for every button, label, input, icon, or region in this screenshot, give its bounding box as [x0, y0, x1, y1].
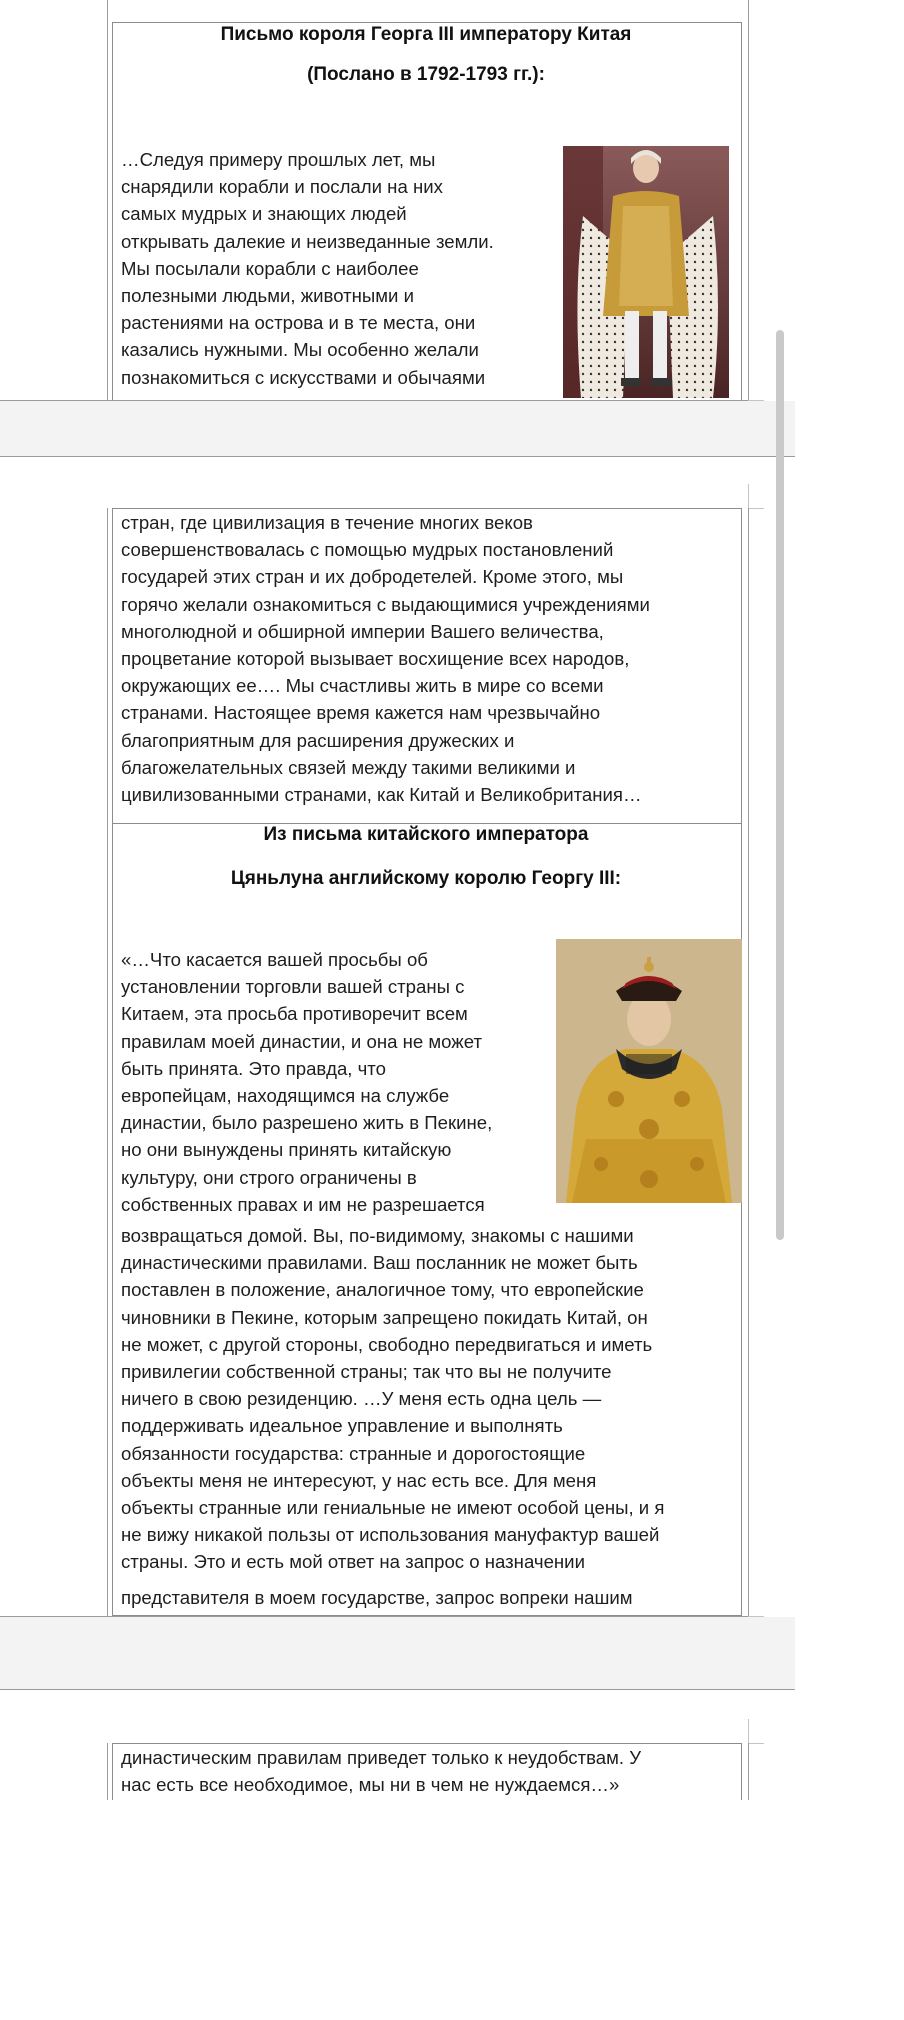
qianlong-portrait: [556, 939, 742, 1203]
page2-crop-mark-h: [748, 508, 764, 509]
letter2-text-part3: представителя в моем государстве, запрос вопреки нашим: [121, 1587, 633, 1608]
letter1-text-part1: …Следуя примеру прошлых лет, мы снарядили корабли и послали на них самых мудрых и знающих людей открывать далекие и неизведанные земли. Мы посылали корабли с наиболее полезными людьми, животными и растениями на острова и в те места, они казались нужными. Мы особенно желали познакомиться с искусствами и обычаями: [121, 149, 494, 388]
page3-top-line: [0, 1689, 795, 1690]
page2-left-border: [107, 508, 108, 1616]
page2-right-border: [748, 508, 749, 1616]
page-gap-1: [0, 401, 795, 456]
vertical-scrollbar-thumb[interactable]: [776, 330, 784, 1240]
page-gap-2: [0, 1617, 795, 1689]
page3-left-border: [107, 1743, 108, 1800]
page2-crop-mark-v: [748, 484, 749, 510]
page1-right-border: [748, 0, 749, 400]
letter2-title: Из письма китайского императора: [263, 824, 589, 845]
page3-crop-mark-v: [748, 1719, 749, 1745]
page3-right-border: [748, 1743, 749, 1800]
letter1-text-part2: стран, где цивилизация в течение многих веков совершенствовалась с помощью мудрых постановлений государей этих стран и их добродетелей. Кроме этого, мы горячо желали ознакомиться с выдающимися учреждениями многолюдной и обширной империи Вашего величества, процветание которой вызывает восхищение всех народов, окружающих ее…. Мы счастливы жить в мире со всеми странами. Настоящее время кажется нам чрезвычайно благоприятным для расширения дружеских и благожелательных связей между такими великими и цивилизованными странами, как Китай и Великобритания…: [121, 512, 650, 806]
letter1-title: Письмо короля Георга III императору Китая: [220, 24, 632, 45]
letter2-text-part2: возвращаться домой. Вы, по-видимому, знакомы с нашими династическими правилами. Ваш посланник не может быть поставлен в положение, аналогичное тому, что европейские чиновники в Пекине, которым запрещено покидать Китай, он не может, с другой стороны, свободно передвигаться и иметь привилегии собственной страны; так что вы не получите ничего в свою резиденцию. …У меня есть одна цель — поддерживать идеальное управление и выполнять обязанности государства: странные и дорогостоящие объекты меня не интересуют, у нас есть все. Для меня объекты странные или гениальные не имеют особой цены, и я не вижу никакой пользы от использования мануфактур вашей страны. Это и есть мой ответ на запрос о назначении: [121, 1225, 665, 1573]
letter1-subtitle: (Послано в 1792-1793 гг.):: [307, 64, 545, 85]
letter2-text-part1: «…Что касается вашей просьбы об установлении торговли вашей страны с Китаем, эта просьба противоречит всем правилам моей династии, и она не может быть принята. Это правда, что европейцам, находящимся на службе династии, было разрешено жить в Пекине, но они вынуждены принять китайскую культуру, они строго ограничены в собственных правах и им не разрешается: [121, 949, 493, 1215]
letter2-subtitle: Цяньлуна английскому королю Георгу III:: [230, 868, 622, 889]
page1-left-border: [107, 0, 108, 400]
letter2-text-part4: династическим правилам приведет только к неудобствам. У нас есть все необходимое, мы ни в чем не нуждаемся…»: [121, 1747, 642, 1796]
page2-top-line: [0, 456, 795, 457]
page3-crop-mark-h: [748, 1743, 764, 1744]
george-iii-portrait: [563, 146, 729, 398]
